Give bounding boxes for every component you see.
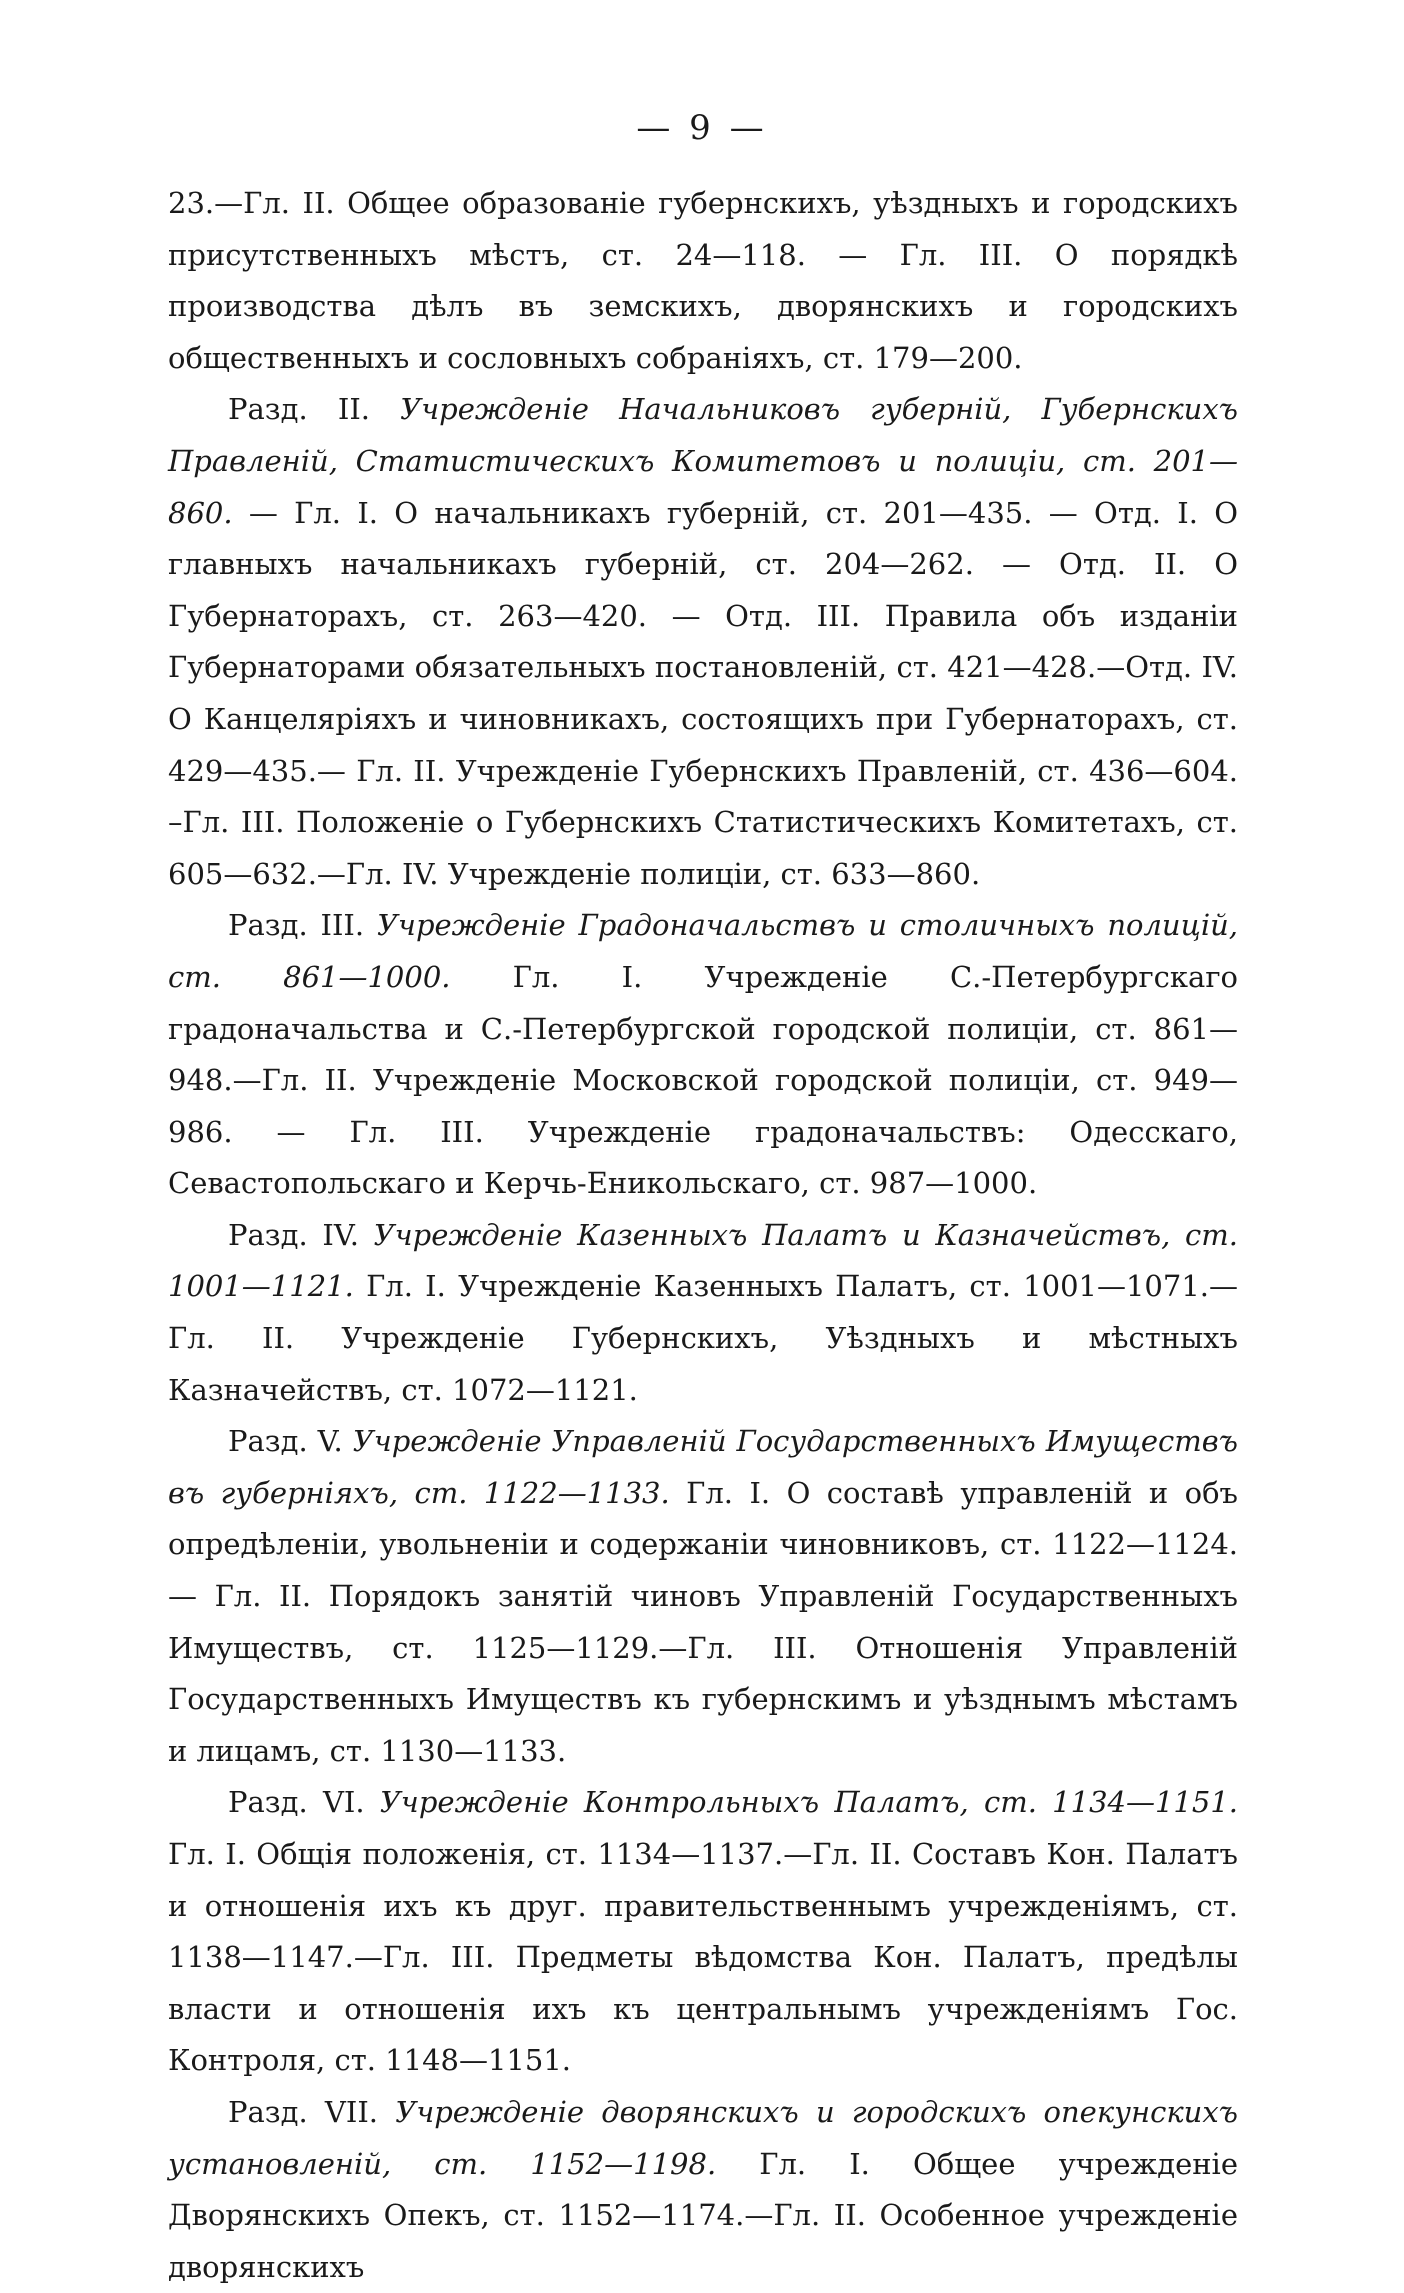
paragraph-section-7 <box>168 2087 1238 2293</box>
section-title: Учрежденіе Казенныхъ Палатъ и Казначействъ, ст. 1001—1121. <box>168 1217 1238 1304</box>
paragraph-section-5 <box>168 1416 1238 1777</box>
section-title: Учрежденіе Управленій Государственныхъ Имуществъ въ губерніяхъ, ст. 1122—1133. <box>168 1424 1238 1510</box>
section-prefix: Разд. VII. <box>228 2094 396 2129</box>
paragraph-body: Гл. I. Учрежденіе С.-Петербургскаго градоначальства и С.-Петербургской городской полиціи, ст. 861—948.—Гл. II. Учрежденіе Московской городской полиціи, ст. 949—986. — Гл. III. Учрежденіе градоначальствъ: Одесскаго, Севастопольскаго и Керчь-Еникольскаго, ст. 987—1000. <box>168 959 1238 1201</box>
text-column <box>168 178 1238 2293</box>
page-number: — 9 — <box>636 108 768 148</box>
paragraph-section-3 <box>168 900 1238 1210</box>
paragraph-body: — Гл. I. О начальникахъ губерній, ст. 201—435. — Отд. I. О главныхъ начальникахъ губерній, ст. 204—262. — Отд. II. О Губернаторахъ, ст. 263—420. — Отд. III. Правила объ изданіи Губернаторами обязательныхъ постановленій, ст. 421—428.—Отд. IV. О Канцеляріяхъ и чиновникахъ, состоящихъ при Губернаторахъ, ст. 429—435.— Гл. II. Учрежденіе Губернскихъ Правленій, ст. 436—604. –Гл. III. Положеніе о Губернскихъ Статистическихъ Комитетахъ, ст. 605—632.—Гл. IV. Учрежденіе полиціи, ст. 633—860. <box>168 495 1238 891</box>
section-prefix: Разд. IV. <box>228 1217 374 1252</box>
paragraph-body: Гл. I. Общее учрежденіе Дворянскихъ Опекъ, ст. 1152—1174.—Гл. II. Особенное учрежденіе дворянскихъ <box>168 2146 1238 2284</box>
paragraph-section-6 <box>168 1777 1238 2087</box>
section-prefix: Разд. V. <box>228 1424 353 1459</box>
paragraph-body: Гл. I. Общія положенія, ст. 1134—1137.—Гл. II. Составъ Кон. Палатъ и отношенія ихъ къ друг. правительственнымъ учрежденіямъ, ст. 1138—1147.—Гл. III. Предметы вѣдомства Кон. Палатъ, предѣлы власти и отношенія ихъ къ центральнымъ учрежденіямъ Гос. Контроля, ст. 1148—1151. <box>168 1837 1238 2078</box>
paragraph-body: Гл. I. О составѣ управленій и объ опредѣленіи, увольненіи и содержаніи чиновниковъ, ст. 1122—1124.— Гл. II. Порядокъ занятій чиновъ Управленій Государственныхъ Имуществъ, ст. 1125—1129.—Гл. III. Отношенія Управленій Государственныхъ Имуществъ къ губернскимъ и уѣзднымъ мѣстамъ и лицамъ, ст. 1130—1133. <box>168 1475 1238 1768</box>
section-prefix: Разд. VI. <box>228 1785 380 1820</box>
section-title: Учрежденіе Начальниковъ губерній, Губернскихъ Правленій, Статистическихъ Комитетовъ и полиціи, ст. 201—860. <box>168 392 1238 530</box>
paragraph-continuation <box>168 178 1238 384</box>
paragraph-section-2 <box>168 384 1238 900</box>
paragraph-body: 23.—Гл. II. Общее образованіе губернскихъ, уѣздныхъ и городскихъ присутственныхъ мѣстъ, ст. 24—118. — Гл. III. О порядкѣ производства дѣлъ въ земскихъ, дворянскихъ и городскихъ общественныхъ и сословныхъ собраніяхъ, ст. 179—200. <box>168 186 1238 375</box>
section-title: Учрежденіе Контрольныхъ Палатъ, ст. 1134—1151. <box>379 1785 1239 1820</box>
section-prefix: Разд. II. <box>228 392 401 427</box>
paragraph-body: Гл. I. Учрежденіе Казенныхъ Палатъ, ст. 1001—1071.—Гл. II. Учрежденіе Губернскихъ, Уѣздныхъ и мѣстныхъ Казначействъ, ст. 1072—1121. <box>168 1269 1238 1407</box>
section-prefix: Разд. III. <box>228 908 377 943</box>
paragraph-section-4 <box>168 1210 1238 1416</box>
section-title: Учрежденіе дворянскихъ и городскихъ опекунскихъ установленій, ст. 1152—1198. <box>168 2094 1239 2181</box>
section-title: Учрежденіе Градоначальствъ и столичныхъ полицій, ст. 861—1000. <box>168 908 1239 994</box>
